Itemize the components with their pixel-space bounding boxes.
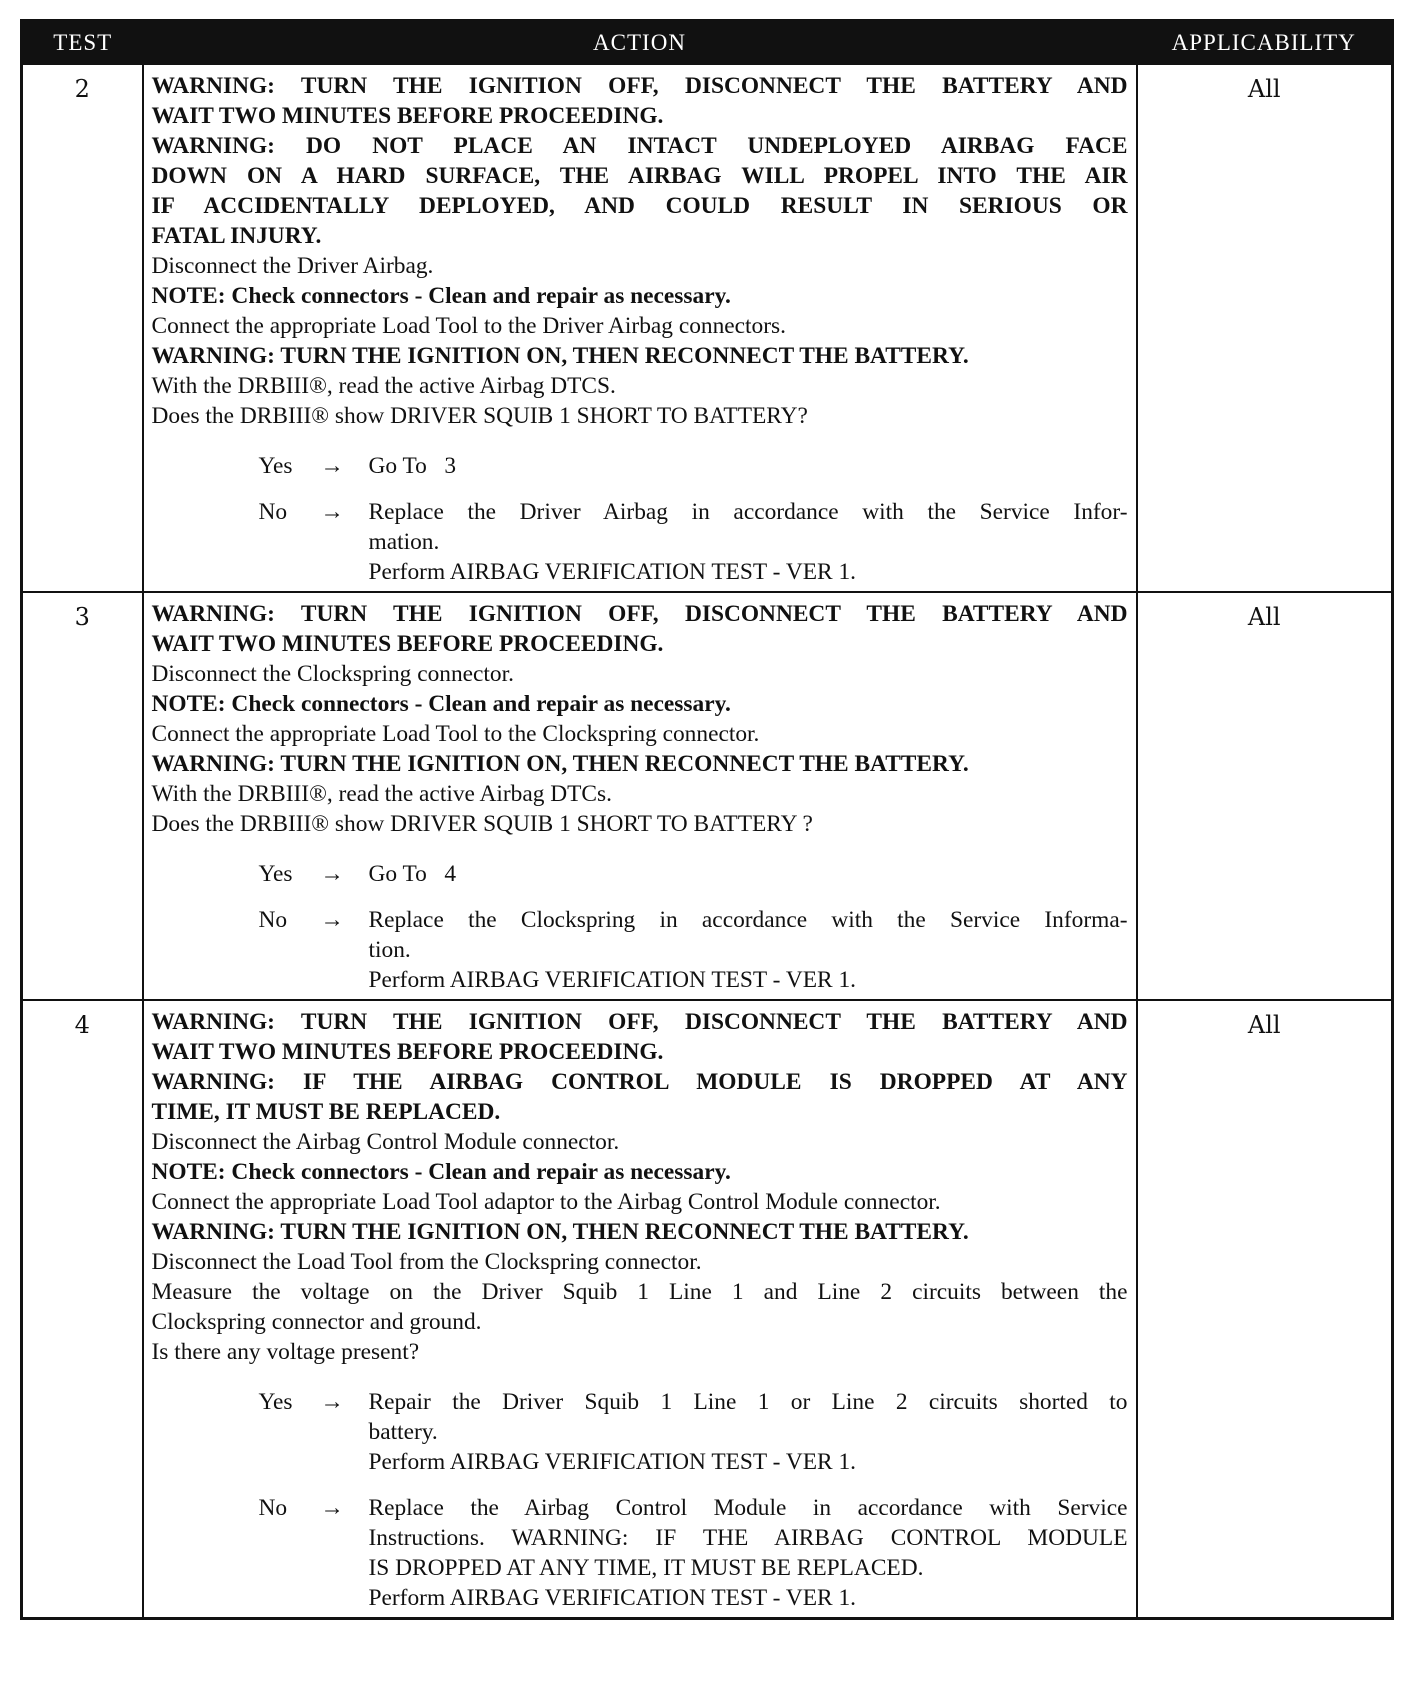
result-line: Replace the Driver Airbag in accordance with the Service Infor- bbox=[368, 499, 1128, 525]
warning-line: WARNING: TURN THE IGNITION ON, THEN RECONNECT THE BATTERY. bbox=[151, 343, 969, 369]
action-cell bbox=[143, 592, 1137, 1000]
instruction-line: Connect the appropriate Load Tool to the Clockspring connector. bbox=[151, 721, 760, 747]
outcome-result bbox=[369, 497, 1128, 587]
right-arrow-icon: → bbox=[320, 1389, 344, 1415]
applicability-value: All bbox=[1137, 592, 1393, 1000]
applicability-value: All bbox=[1137, 64, 1393, 592]
warning-line: WAIT TWO MINUTES BEFORE PROCEEDING. bbox=[151, 631, 664, 657]
right-arrow-icon: → bbox=[320, 1495, 344, 1521]
right-arrow-icon: → bbox=[320, 453, 344, 479]
result-line: Replace the Clockspring in accordance with the Service Informa- bbox=[368, 907, 1128, 933]
answer-label: Yes bbox=[258, 1389, 293, 1415]
warning-line: WARNING: TURN THE IGNITION ON, THEN RECONNECT THE BATTERY. bbox=[151, 1219, 969, 1245]
warning-line: NOTE: Check connectors - Clean and repair as necessary. bbox=[151, 1159, 731, 1185]
instruction-line: Connect the appropriate Load Tool adaptor to the Airbag Control Module connector. bbox=[151, 1189, 941, 1215]
result-line: Repair the Driver Squib 1 Line 1 or Line 2 circuits shorted to bbox=[368, 1389, 1128, 1415]
applicability-value: All bbox=[1137, 1000, 1393, 1619]
result-line: Go To 4 bbox=[368, 861, 457, 887]
instruction-line: Disconnect the Clockspring connector. bbox=[151, 661, 514, 687]
table-header bbox=[22, 21, 1393, 65]
warning-line: WARNING: TURN THE IGNITION OFF, DISCONNECT THE BATTERY AND bbox=[151, 601, 1128, 627]
warning-line: DOWN ON A HARD SURFACE, THE AIRBAG WILL PROPEL INTO THE AIR bbox=[151, 163, 1128, 189]
instruction-line: With the DRBIII®, read the active Airbag DTCS. bbox=[151, 373, 616, 399]
warning-line: WAIT TWO MINUTES BEFORE PROCEEDING. bbox=[151, 1039, 664, 1065]
answer-label: Yes bbox=[258, 453, 293, 479]
result-line: battery. bbox=[368, 1419, 438, 1445]
outcome-result bbox=[369, 451, 1128, 481]
result-line: mation. bbox=[368, 529, 440, 555]
action-cell bbox=[143, 1000, 1137, 1619]
warning-line: NOTE: Check connectors - Clean and repair as necessary. bbox=[151, 283, 731, 309]
test-number: 4 bbox=[22, 1000, 143, 1619]
warning-line: IF ACCIDENTALLY DEPLOYED, AND COULD RESULT IN SERIOUS OR bbox=[151, 193, 1128, 219]
warning-line: WAIT TWO MINUTES BEFORE PROCEEDING. bbox=[151, 103, 664, 129]
outcome-no bbox=[259, 905, 1128, 995]
table-row bbox=[22, 592, 1393, 1000]
warning-line: WARNING: TURN THE IGNITION ON, THEN RECONNECT THE BATTERY. bbox=[151, 751, 969, 777]
outcome-result bbox=[369, 1387, 1128, 1477]
instruction-line: Does the DRBIII® show DRIVER SQUIB 1 SHORT TO BATTERY ? bbox=[151, 811, 813, 837]
instruction-line: Disconnect the Driver Airbag. bbox=[151, 253, 434, 279]
result-line: Perform AIRBAG VERIFICATION TEST - VER 1. bbox=[368, 559, 857, 585]
right-arrow-icon: → bbox=[320, 861, 344, 887]
instruction-line: With the DRBIII®, read the active Airbag DTCs. bbox=[151, 781, 612, 807]
warning-line: TIME, IT MUST BE REPLACED. bbox=[151, 1099, 501, 1125]
test-number: 3 bbox=[22, 592, 143, 1000]
warning-line: WARNING: IF THE AIRBAG CONTROL MODULE IS DROPPED AT ANY bbox=[151, 1069, 1128, 1095]
answer-label: No bbox=[258, 499, 288, 525]
outcome-no bbox=[259, 497, 1128, 587]
result-line: tion. bbox=[368, 937, 411, 963]
answer-label: Yes bbox=[258, 861, 293, 887]
outcome-yes bbox=[259, 1387, 1128, 1477]
right-arrow-icon: → bbox=[320, 907, 344, 933]
table-body bbox=[22, 64, 1393, 1619]
warning-line: FATAL INJURY. bbox=[151, 223, 322, 249]
result-line: Perform AIRBAG VERIFICATION TEST - VER 1. bbox=[368, 1585, 857, 1611]
result-line: Perform AIRBAG VERIFICATION TEST - VER 1. bbox=[368, 967, 857, 993]
diagnostic-procedure-page bbox=[20, 19, 1391, 1620]
outcome-no bbox=[259, 1493, 1128, 1613]
header-action: ACTION bbox=[143, 21, 1137, 65]
table-row bbox=[22, 64, 1393, 592]
instruction-line: Disconnect the Airbag Control Module connector. bbox=[151, 1129, 620, 1155]
table-row bbox=[22, 1000, 1393, 1619]
diagnostic-test-table bbox=[20, 19, 1394, 1620]
instruction-line: Clockspring connector and ground. bbox=[151, 1309, 482, 1335]
result-line: Perform AIRBAG VERIFICATION TEST - VER 1. bbox=[368, 1449, 857, 1475]
warning-line: WARNING: DO NOT PLACE AN INTACT UNDEPLOYED AIRBAG FACE bbox=[151, 133, 1128, 159]
result-line: IS DROPPED AT ANY TIME, IT MUST BE REPLACED. bbox=[368, 1555, 924, 1581]
instruction-line: Is there any voltage present? bbox=[151, 1339, 420, 1365]
outcome-yes bbox=[259, 451, 1128, 481]
instruction-line: Connect the appropriate Load Tool to the Driver Airbag connectors. bbox=[151, 313, 786, 339]
result-line: Instructions. WARNING: IF THE AIRBAG CONTROL MODULE bbox=[368, 1525, 1128, 1551]
instruction-line: Does the DRBIII® show DRIVER SQUIB 1 SHORT TO BATTERY? bbox=[151, 403, 808, 429]
answer-label: No bbox=[258, 1495, 288, 1521]
action-cell bbox=[143, 64, 1137, 592]
result-line: Replace the Airbag Control Module in accordance with Service bbox=[368, 1495, 1128, 1521]
header-applicability: APPLICABILITY bbox=[1137, 21, 1393, 65]
header-test: TEST bbox=[22, 21, 143, 65]
outcome-yes bbox=[259, 859, 1128, 889]
warning-line: NOTE: Check connectors - Clean and repair as necessary. bbox=[151, 691, 731, 717]
warning-line: WARNING: TURN THE IGNITION OFF, DISCONNECT THE BATTERY AND bbox=[151, 73, 1128, 99]
outcome-result bbox=[369, 859, 1128, 889]
outcome-result bbox=[369, 905, 1128, 995]
instruction-line: Disconnect the Load Tool from the Clockspring connector. bbox=[151, 1249, 702, 1275]
answer-label: No bbox=[258, 907, 288, 933]
warning-line: WARNING: TURN THE IGNITION OFF, DISCONNECT THE BATTERY AND bbox=[151, 1009, 1128, 1035]
test-number: 2 bbox=[22, 64, 143, 592]
outcome-result bbox=[369, 1493, 1128, 1613]
right-arrow-icon: → bbox=[320, 499, 344, 525]
instruction-line: Measure the voltage on the Driver Squib 1 Line 1 and Line 2 circuits between the bbox=[151, 1279, 1128, 1305]
result-line: Go To 3 bbox=[368, 453, 457, 479]
